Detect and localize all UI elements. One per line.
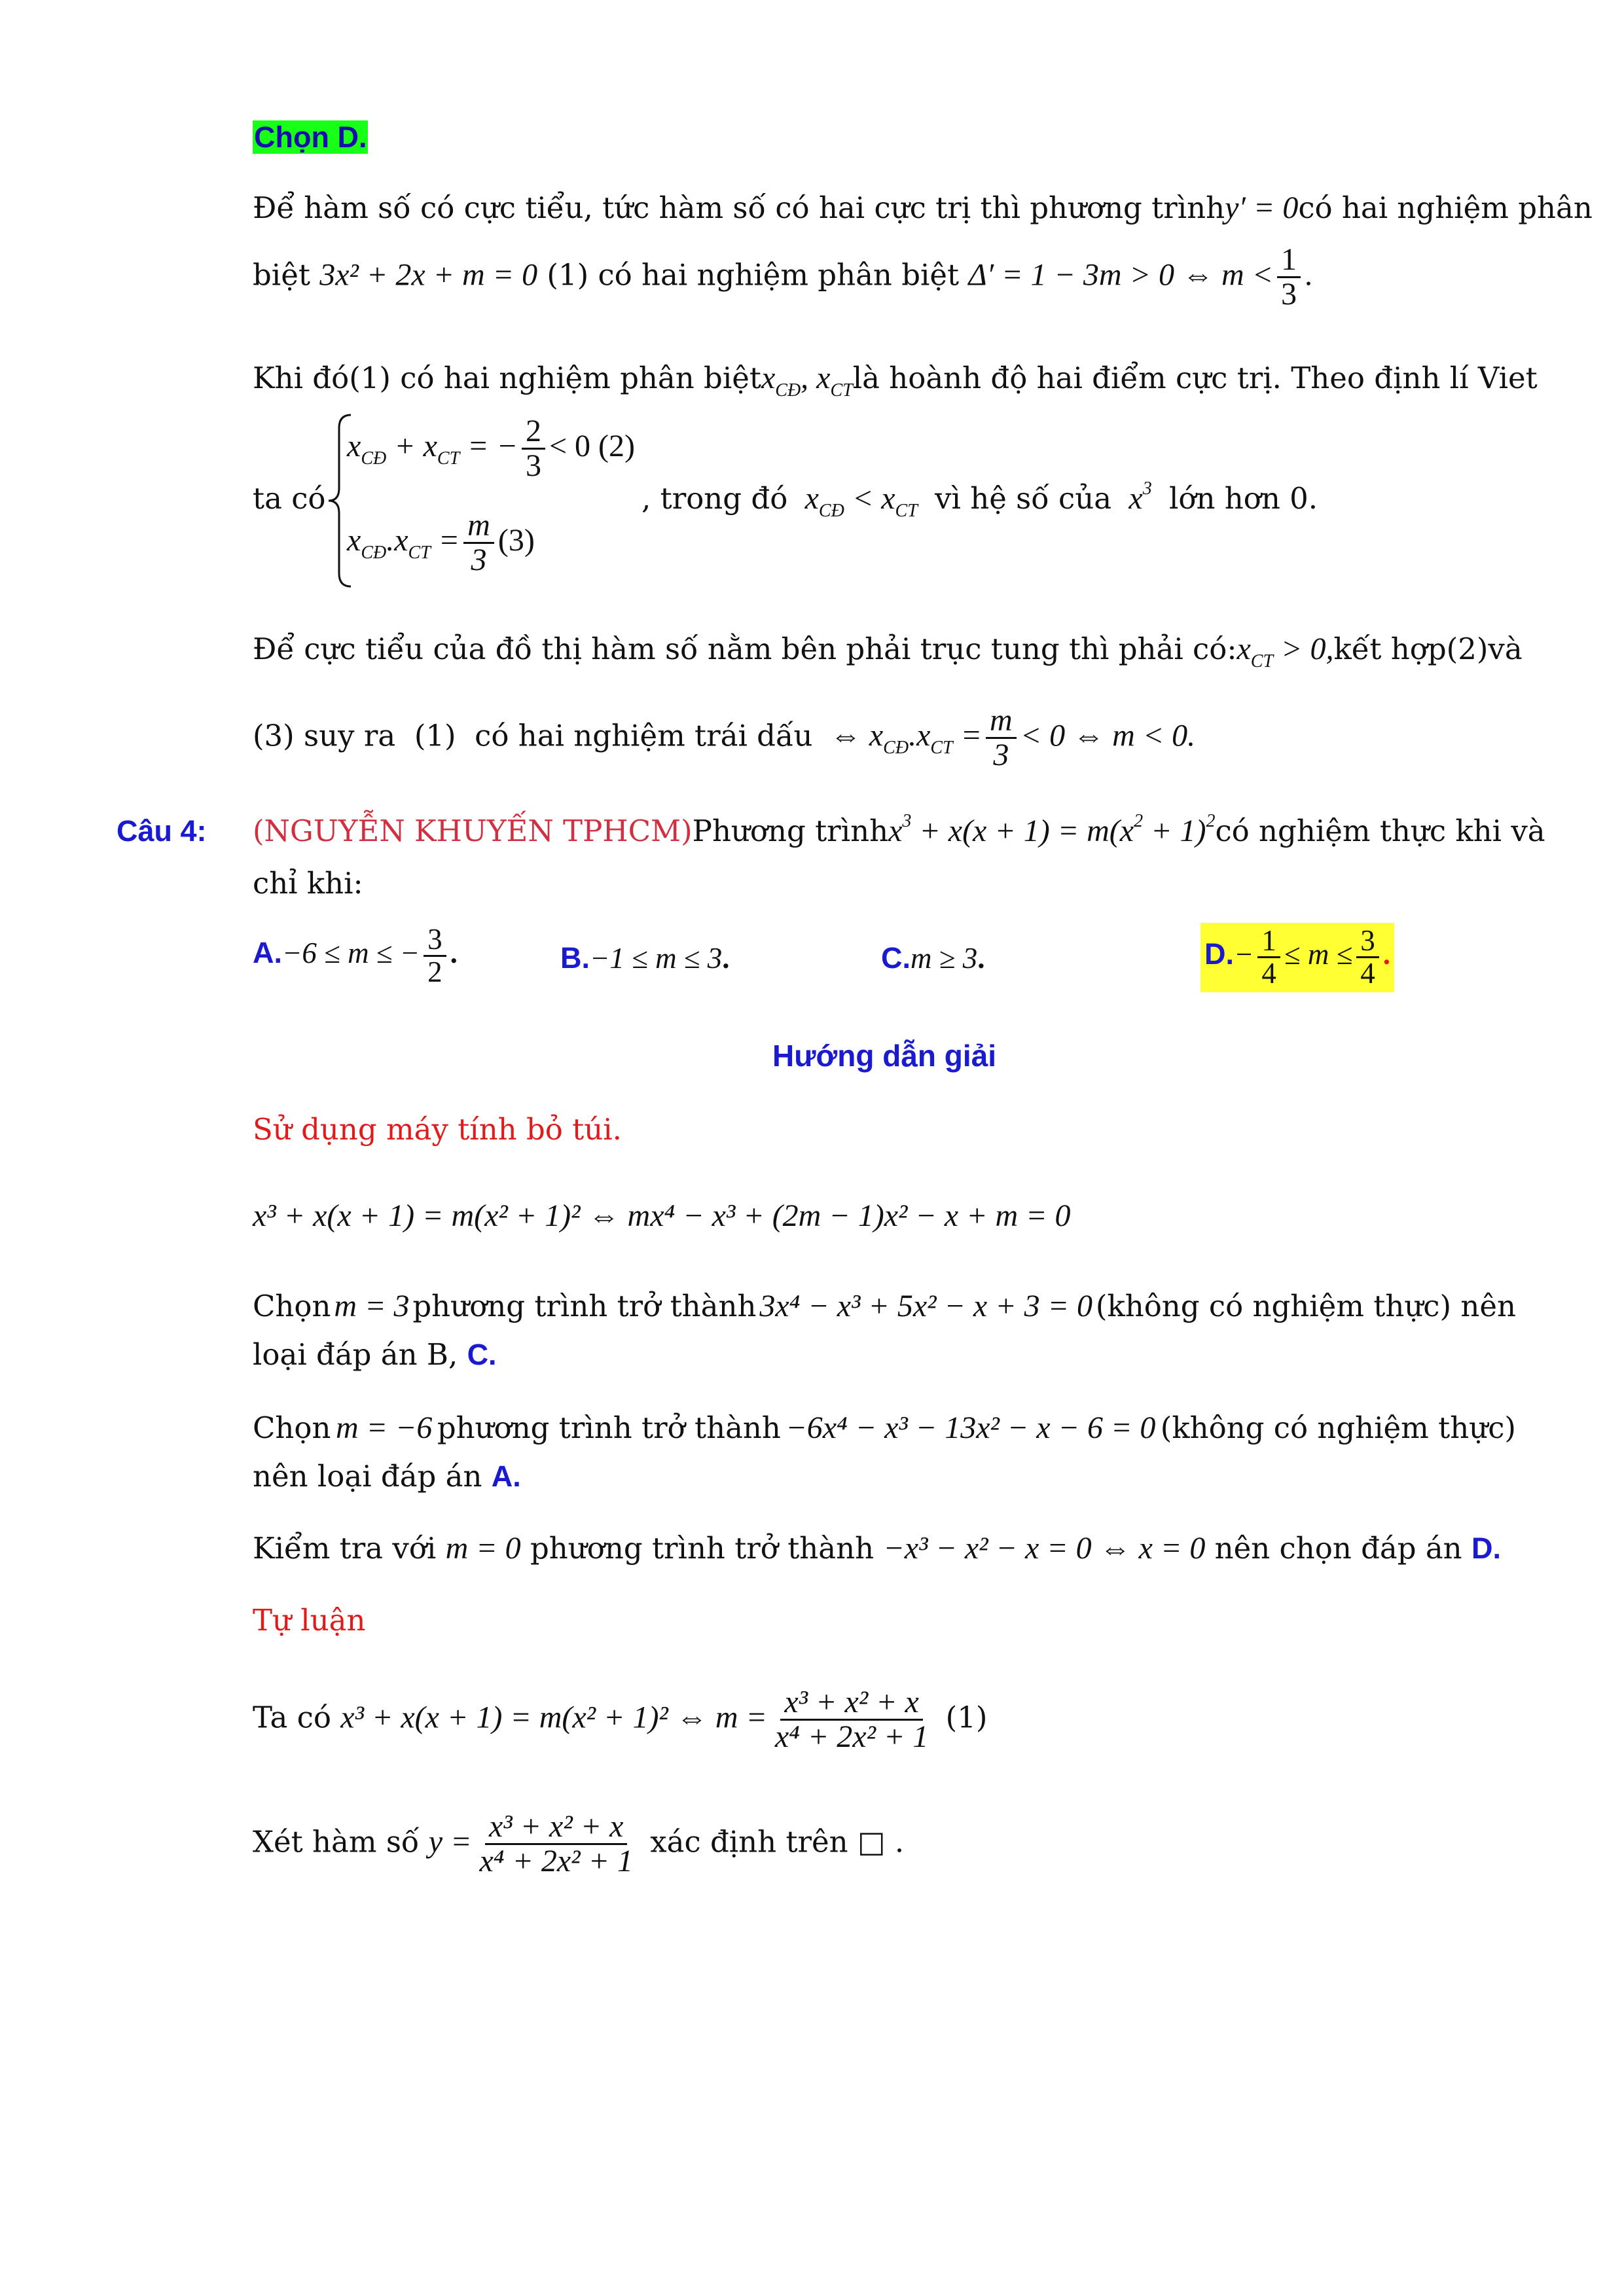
essay-heading: Tự luận [253,1603,366,1638]
real-set-symbol: □ [857,1824,886,1859]
p2-line1 [253,357,1538,401]
sys2-tail: (3) [497,522,535,558]
p2-l1b: (1) có hai nghiệm phân biệt [349,361,761,395]
question-4-line2: chỉ khi: [253,866,363,901]
p1-intro: Để hàm số có cực tiểu, tức hàm số có hai cực trị thì phương trình [253,190,1225,225]
q4-equation: $x^3 + x(x + 1) = m(x^2 + 1)^2$ [888,811,1216,848]
p3-line2: (3) suy ra (1) có hai nghiệm trái dấu ⇔ $x_{CĐ}.x_{CT}$ = $\frac{m}{3}$ < 0 ⇔ m < 0. [253,703,1196,773]
p3-cond: $x_{CT} > 0$, [1236,632,1334,672]
p1-tail: có hai nghiệm phân [1298,190,1593,225]
p1-line1 [253,187,1593,229]
ta-co-label: ta có [253,481,326,516]
check2-line1: Chọn m = −6 phương trình trở thành −6x⁴ − x³ − 13x² − x − 6 = 0 (không có nghiệm thực) [253,1410,1516,1445]
q4-source: (NGUYỄN KHUYẾN TPHCM) [253,814,693,848]
p3-l1c: (2) [1446,632,1489,666]
option-d-fraction-2: $\frac{3}{4}$ [1356,925,1379,990]
question-4-label: Câu 4: [117,814,207,848]
check1-line1: Chọn m = 3 phương trình trở thành 3x⁴ − x³ + 5x² − x + 3 = 0 (không có nghiệm thực) nên [253,1289,1516,1323]
option-b[interactable]: B.−1 ≤ m ≤ 3. [560,941,730,975]
calculator-heading: Sử dụng máy tính bỏ túi. [253,1112,622,1147]
option-d[interactable]: D.− $\frac{1}{4}$ ≤ m ≤ $\frac{3}{4}$ . [1200,923,1394,992]
option-d-fraction-1: $\frac{1}{4}$ [1257,925,1280,990]
p1-fraction [1277,243,1301,312]
option-c[interactable]: C.m ≥ 3. [881,941,985,975]
p1-delta: Δ′ = 1 − 3m > 0 ⇔ m < [968,257,1274,293]
p2-l1a: Khi đó [253,361,350,395]
q4-text-b: có nghiệm thực khi và [1215,814,1545,848]
p1-l2b: (1) có hai nghiệm phân biệt [547,257,960,293]
essay-line1: Ta có x³ + x(x + 1) = m(x² + 1)² ⇔ m = $\frac{\text{x³ + x² + x}}{\text{x⁴ + 2x² + 1}}$ (1) [253,1685,988,1755]
check1-line2: loại đáp án B, C. [253,1337,497,1372]
option-a[interactable]: A.−6 ≤ m ≤ − $\frac{3}{2}$ . [253,923,458,989]
system-row-2: $x_{CĐ}.x_{CT}$ = $\frac{m}{3}$ (3) [347,508,535,578]
option-a-fraction: $\frac{3}{2}$ [424,924,446,988]
p1-eq1: 3x² + 2x + m = 0 [319,257,538,293]
sys1-rhs: < 0 (2) [549,428,635,463]
sys1-fraction: $\frac{2}{3}$ [522,415,545,483]
essay-line2: Xét hàm số y = $\frac{\text{x³ + x² + x}}{\text{x⁴ + 2x² + 1}}$ xác định trên □ . [253,1809,905,1879]
p3-l1d: và [1488,632,1523,666]
solution-title: Hướng dẫn giải [772,1039,996,1073]
p2-l1c: là hoành độ hai điểm cực trị. Theo định lí Viet [852,361,1538,395]
p3-line1 [253,628,1523,672]
answer-choice-line [253,117,1516,158]
p1-cond: y′ = 0 [1225,190,1299,225]
main-equation: x³ + x(x + 1) = m(x² + 1)² ⇔ mx⁴ − x³ + (2m − 1)x² − x + m = 0 [253,1198,1071,1233]
chon-d-label: Chọn D. [254,120,367,154]
question-4-line1 [253,810,1545,852]
q4-text-a: Phương trình [692,814,889,848]
system-row-1: $x_{CĐ} + x_{CT}$ = − $\frac{2}{3}$ < 0 (2) [347,414,635,484]
essay-fraction-2: $\frac{\text{x³ + x² + x}}{\text{x⁴ + 2x² + 1}}$ [479,1809,633,1879]
p1-l2a: biệt [253,257,310,293]
sys2-fraction: $\frac{m}{3}$ [463,509,494,577]
p1-frac-num: 1 [1277,243,1301,278]
p3-fraction: $\frac{m}{3}$ [986,704,1017,772]
essay-fraction-1: $\frac{\text{x³ + x² + x}}{\text{x⁴ + 2x² + 1}}$ [774,1685,929,1755]
check3-line: Kiểm tra với m = 0 phương trình trở thành −x³ − x² − x = 0 ⇔ x = 0 nên chọn đáp án D. [253,1531,1501,1566]
p2-xcd-xct: $x_{CĐ}$, $x_{CT}$ [761,361,853,401]
p1-frac-den: 3 [1281,277,1297,312]
check2-line2: nên loại đáp án A. [253,1459,521,1494]
p3-l1a: Để cực tiểu của đồ thị hàm số nằm bên phải trục tung thì phải có: [253,632,1237,666]
p1-line2: biệt 3x² + 2x + m = 0 (1) có hai nghiệm phân biệt Δ′ = 1 − 3m > 0 ⇔ m < $\frac{1}{3}$ . [253,242,1313,312]
p2-trong-do: , trong đó $x_{CĐ} < x_{CT}$ vì hệ số của $x^3$ lớn hơn 0. [641,478,1318,521]
p3-l1b: kết hợp [1333,632,1447,666]
